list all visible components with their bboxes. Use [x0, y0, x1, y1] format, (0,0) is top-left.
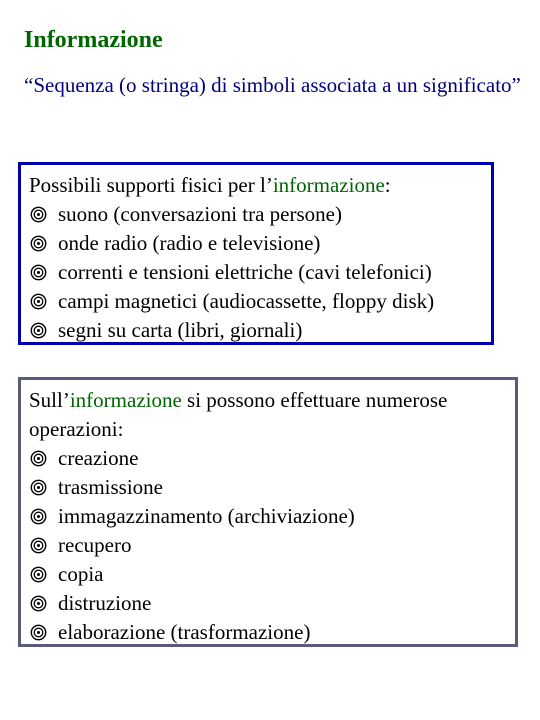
list-item-text: suono (conversazioni tra persone)	[58, 202, 342, 226]
list-item	[29, 444, 515, 473]
supports-intro	[29, 171, 491, 200]
operations-list	[29, 444, 515, 647]
definition-quote: “Sequenza (o stringa) di simboli associata a un significato”	[24, 73, 521, 97]
list-item	[29, 473, 515, 502]
supports-box	[18, 162, 494, 345]
concentric-circle-bullet-icon	[30, 293, 47, 310]
list-item	[29, 589, 515, 618]
concentric-circle-bullet-icon	[30, 206, 47, 223]
list-item-text: segni su carta (libri, giornali)	[58, 318, 303, 342]
operations-box	[18, 377, 518, 647]
list-item-text: onde radio (radio e televisione)	[58, 231, 321, 255]
list-item-text: correnti e tensioni elettriche (cavi telefonici)	[58, 260, 432, 284]
concentric-circle-bullet-icon	[30, 450, 47, 467]
list-item-text: campi magnetici (audiocassette, floppy disk)	[58, 289, 435, 313]
operations-intro	[29, 386, 515, 444]
list-item	[29, 316, 491, 345]
list-item-text: recupero	[58, 533, 132, 557]
operations-intro-rest: si possono effettuare numerose operazioni:	[29, 388, 448, 441]
concentric-circle-bullet-icon	[30, 264, 47, 281]
list-item	[29, 200, 491, 229]
concentric-circle-bullet-icon	[30, 624, 47, 641]
concentric-circle-bullet-icon	[30, 566, 47, 583]
list-item	[29, 560, 515, 589]
supports-intro-text: Possibili supporti fisici per l’	[29, 173, 273, 197]
list-item	[29, 258, 491, 287]
list-item-text: trasmissione	[58, 475, 163, 499]
operations-intro-text: Sull’	[29, 388, 70, 412]
concentric-circle-bullet-icon	[30, 595, 47, 612]
concentric-circle-bullet-icon	[30, 508, 47, 525]
supports-intro-highlight: informazione	[272, 173, 385, 197]
list-item	[29, 229, 491, 258]
list-item-text: distruzione	[58, 591, 152, 615]
list-item	[29, 531, 515, 560]
list-item-text: immagazzinamento (archiviazione)	[58, 504, 355, 528]
list-item	[29, 287, 491, 316]
concentric-circle-bullet-icon	[30, 479, 47, 496]
list-item	[29, 502, 515, 531]
list-item-text: elaborazione (trasformazione)	[58, 620, 311, 644]
concentric-circle-bullet-icon	[30, 537, 47, 554]
concentric-circle-bullet-icon	[30, 235, 47, 252]
concentric-circle-bullet-icon	[30, 322, 47, 339]
list-item	[29, 618, 515, 647]
operations-intro-highlight: informazione	[69, 388, 182, 412]
page-title: Informazione	[24, 27, 163, 53]
list-item-text: creazione	[58, 446, 139, 470]
supports-list	[29, 200, 491, 345]
list-item-text: copia	[58, 562, 104, 586]
supports-intro-colon: :	[384, 173, 391, 197]
